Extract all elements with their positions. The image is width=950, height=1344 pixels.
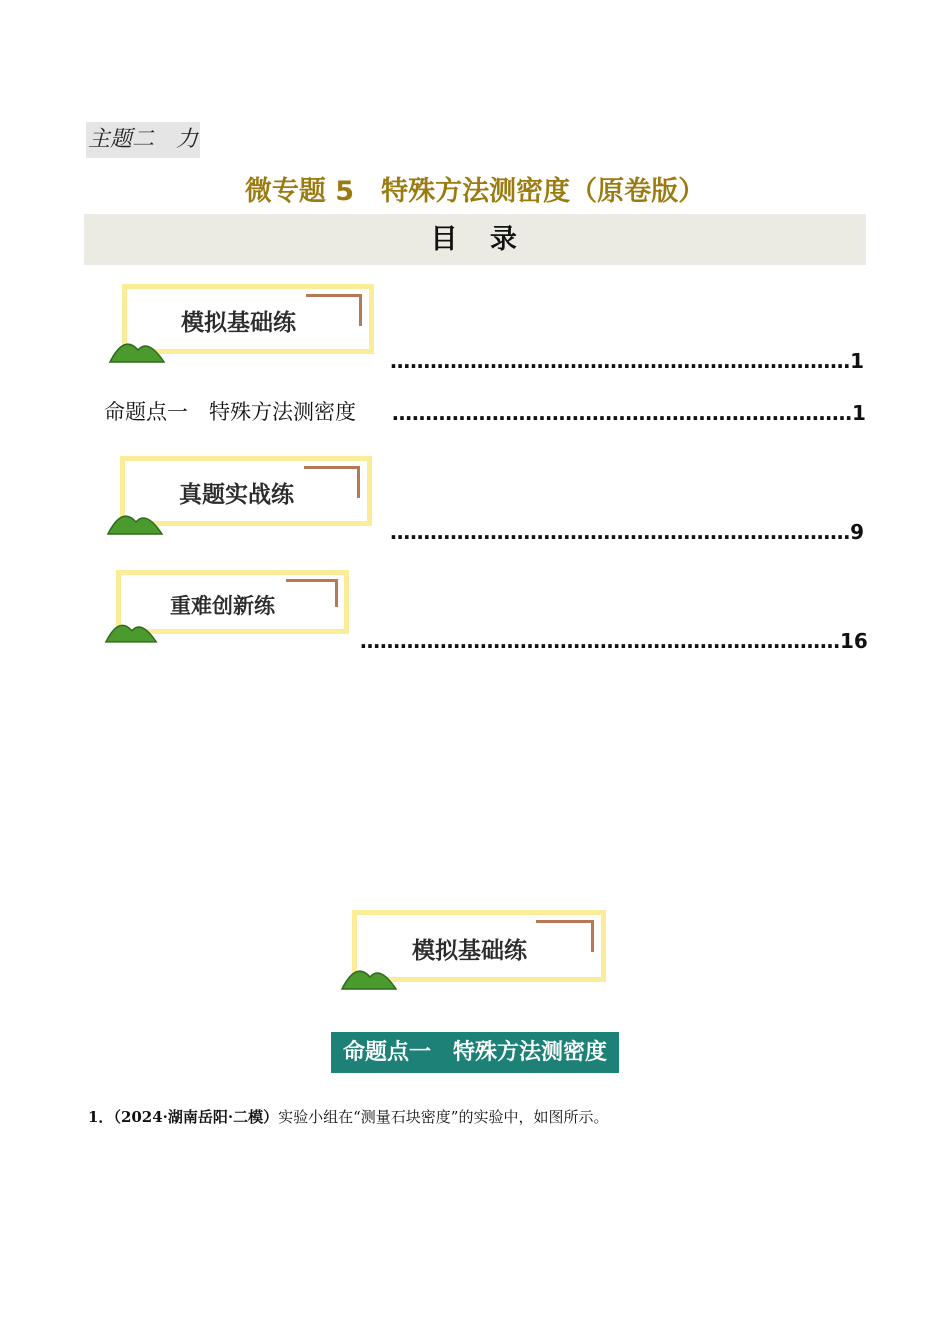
toc-page-number: 1 <box>850 349 864 373</box>
toc-page-number: 9 <box>850 520 864 544</box>
toc-leader-3[interactable]: ……………………………………………………………9 <box>390 520 864 544</box>
hill-icon <box>108 328 168 364</box>
question-source: （2024·湖南岳阳·二模） <box>113 1108 279 1126</box>
badge-label: 模拟基础练 <box>412 938 527 964</box>
toc-leader-2: ……………………………………………………………1 <box>392 401 866 425</box>
badge-label: 模拟基础练 <box>181 310 296 336</box>
question-text: 实验小组在“测量石块密度”的实验中，如图所示。 <box>278 1108 609 1126</box>
document-title: 微专题 5 特殊方法测密度（原卷版） <box>244 176 706 207</box>
hill-icon <box>340 954 400 992</box>
section-badge-simulation <box>340 910 606 990</box>
badge-label: 真题实战练 <box>179 482 294 508</box>
question-number: 1． <box>88 1108 114 1126</box>
badge-label: 重难创新练 <box>170 594 275 618</box>
hill-icon <box>106 500 166 536</box>
toc-badge-innovation[interactable] <box>104 570 349 642</box>
toc-page-number: 16 <box>840 629 868 653</box>
toc-subentry-label: 命题点一 特殊方法测密度 <box>104 400 356 424</box>
question-1 <box>88 1106 868 1128</box>
toc-leader-4[interactable]: ………………………………………………………………16 <box>360 629 868 653</box>
toc-badge-simulation[interactable] <box>108 284 374 362</box>
toc-heading: 目 录 <box>84 214 866 265</box>
toc-badge-real-exam[interactable] <box>106 456 372 534</box>
toc-leader-1[interactable]: ……………………………………………………………1 <box>390 349 864 373</box>
hill-icon <box>104 610 160 644</box>
topic-label: 主题二 力 <box>86 122 200 158</box>
section-heading: 命题点一 特殊方法测密度 <box>331 1032 619 1073</box>
toc-page-number: 1 <box>852 401 866 425</box>
